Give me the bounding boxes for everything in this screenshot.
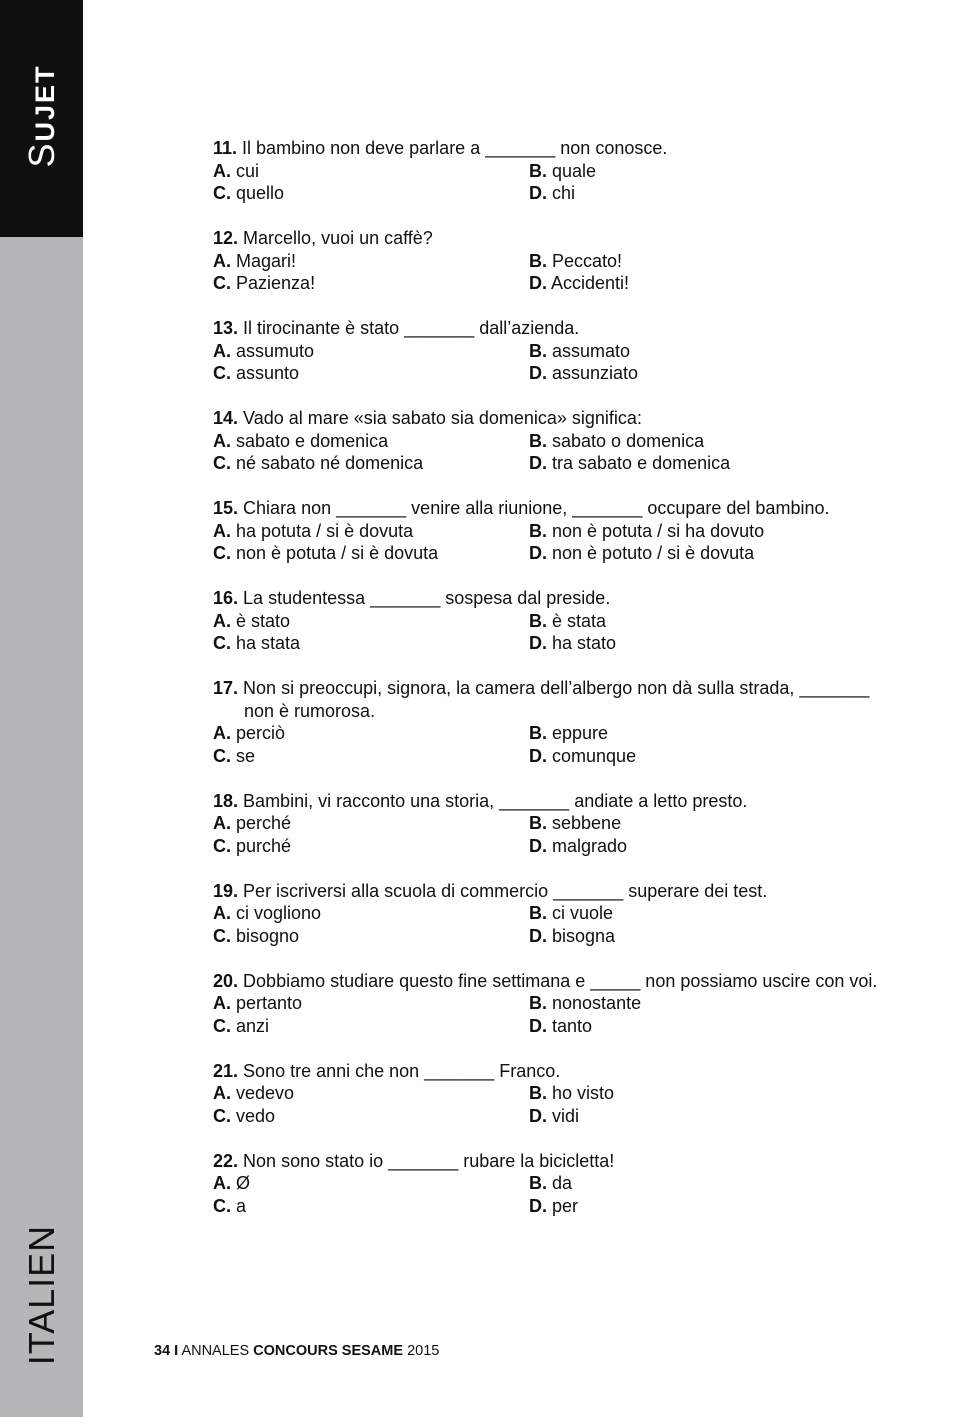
question-text: Bambini, vi racconto una storia, _______ andiate a letto presto.	[243, 790, 748, 811]
option-text: non è potuto / si è dovuta	[552, 543, 755, 563]
option-letter: C.	[213, 543, 231, 563]
option-text: vedevo	[236, 1083, 295, 1103]
option-text: comunque	[552, 745, 637, 766]
answer-options	[213, 722, 913, 767]
question-item	[213, 317, 913, 385]
question-item	[213, 1060, 913, 1128]
answer-option	[213, 340, 529, 363]
question-number: 19.	[213, 880, 239, 901]
question-item	[213, 970, 913, 1038]
option-text: se	[236, 745, 256, 766]
answer-option	[213, 520, 529, 543]
answer-option	[529, 1015, 913, 1038]
option-letter: C.	[213, 835, 231, 856]
option-text: chi	[552, 183, 576, 203]
answer-option	[529, 722, 913, 745]
question-text: Marcello, vuoi un caffè?	[243, 228, 433, 248]
option-text: pertanto	[236, 993, 303, 1013]
answer-option	[213, 610, 529, 633]
option-text: da	[552, 1173, 573, 1193]
answer-option	[213, 182, 529, 205]
option-text: purché	[236, 835, 292, 856]
answer-options	[213, 1172, 913, 1217]
option-letter: A.	[213, 430, 231, 451]
option-text: è stata	[552, 610, 607, 631]
option-text: né sabato né domenica	[236, 453, 424, 473]
answer-option	[213, 1195, 529, 1218]
option-text: vidi	[552, 1105, 580, 1126]
option-letter: A.	[213, 1173, 231, 1193]
answer-option	[213, 632, 529, 655]
option-text: quale	[552, 160, 597, 181]
answer-option	[529, 902, 913, 925]
page-footer	[154, 1343, 439, 1359]
footer-separator: I	[174, 1343, 179, 1359]
footer-year: 2015	[407, 1343, 440, 1359]
option-text: sebbene	[552, 813, 622, 833]
answer-option	[213, 160, 529, 183]
question-number: 20.	[213, 970, 239, 991]
section-label-sujet: SUJET	[21, 64, 62, 168]
question-text: Il tirocinante è stato _______ dall’azienda.	[243, 318, 580, 338]
question-text: Chiara non _______ venire alla riunione, _______ occupare del bambino.	[243, 498, 830, 518]
option-text: è stato	[236, 610, 291, 631]
option-letter: B.	[529, 610, 547, 631]
option-text: nonostante	[552, 993, 642, 1013]
footer-annales: ANNALES	[181, 1343, 250, 1359]
option-letter: B.	[529, 723, 547, 743]
option-letter: C.	[213, 1105, 231, 1126]
option-letter: D.	[529, 1195, 547, 1216]
question-number: 14.	[213, 408, 239, 428]
answer-option	[213, 452, 529, 475]
answer-option	[529, 835, 913, 858]
question-stem	[213, 407, 913, 430]
option-letter: D.	[529, 273, 547, 293]
option-text: sabato o domenica	[552, 430, 705, 451]
option-letter: C.	[213, 183, 231, 203]
answer-option	[213, 542, 529, 565]
option-letter: A.	[213, 813, 231, 833]
question-number: 16.	[213, 588, 239, 608]
answer-option	[529, 340, 913, 363]
option-letter: A.	[213, 250, 231, 271]
answer-option	[529, 812, 913, 835]
answer-option	[529, 610, 913, 633]
option-letter: D.	[529, 1105, 547, 1126]
option-text: tra sabato e domenica	[552, 453, 731, 473]
question-number: 21.	[213, 1060, 239, 1081]
question-number: 12.	[213, 228, 239, 248]
answer-option	[529, 925, 913, 948]
option-text: ci vuole	[552, 903, 614, 923]
question-list	[213, 137, 913, 1240]
answer-option	[213, 1082, 529, 1105]
question-item	[213, 407, 913, 475]
option-letter: D.	[529, 633, 547, 653]
option-letter: A.	[213, 520, 231, 541]
option-text: tanto	[552, 1015, 593, 1036]
answer-option	[529, 632, 913, 655]
option-letter: B.	[529, 250, 547, 271]
option-letter: D.	[529, 183, 547, 203]
question-stem	[213, 880, 913, 903]
question-item	[213, 880, 913, 948]
question-text: La studentessa _______ sospesa dal preside.	[243, 588, 611, 608]
option-text: ho visto	[552, 1083, 615, 1103]
answer-options	[213, 430, 913, 475]
section-label-italien: ITALIEN	[21, 1224, 62, 1366]
option-letter: C.	[213, 273, 231, 293]
option-text: bisogno	[236, 925, 300, 946]
option-text: eppure	[552, 723, 609, 743]
option-text: ci vogliono	[236, 903, 322, 923]
option-letter: B.	[529, 520, 547, 541]
answer-option	[529, 250, 913, 273]
option-text: malgrado	[552, 835, 628, 856]
question-item	[213, 1150, 913, 1218]
question-number: 15.	[213, 498, 239, 518]
answer-options	[213, 610, 913, 655]
question-stem	[213, 790, 913, 813]
option-letter: B.	[529, 1173, 547, 1193]
option-letter: B.	[529, 993, 547, 1013]
option-letter: D.	[529, 543, 547, 563]
option-letter: D.	[529, 745, 547, 766]
question-text: Non si preoccupi, signora, la camera dell’albergo non dà sulla strada, _______	[243, 678, 870, 698]
answer-option	[529, 1082, 913, 1105]
answer-option	[529, 542, 913, 565]
question-stem-continuation	[213, 700, 913, 723]
answer-option	[213, 902, 529, 925]
option-letter: C.	[213, 1195, 231, 1216]
answer-option	[213, 1015, 529, 1038]
option-text: non è potuta / si è dovuta	[236, 543, 439, 563]
answer-option	[529, 1195, 913, 1218]
option-text: Pazienza!	[236, 273, 316, 293]
option-text: Peccato!	[552, 250, 623, 271]
option-letter: B.	[529, 813, 547, 833]
option-letter: B.	[529, 430, 547, 451]
question-item	[213, 790, 913, 858]
answer-options	[213, 250, 913, 295]
option-text: sabato e domenica	[236, 430, 389, 451]
option-letter: B.	[529, 160, 547, 181]
option-letter: C.	[213, 453, 231, 473]
option-text: assunziato	[552, 363, 639, 383]
question-item	[213, 677, 913, 767]
answer-option	[529, 452, 913, 475]
question-stem	[213, 137, 913, 160]
option-text: perché	[236, 813, 292, 833]
option-letter: B.	[529, 340, 547, 361]
option-letter: C.	[213, 633, 231, 653]
answer-option	[213, 250, 529, 273]
option-text: non è potuta / si ha dovuto	[552, 520, 765, 541]
answer-option	[529, 520, 913, 543]
answer-options	[213, 1082, 913, 1127]
question-item	[213, 137, 913, 205]
question-stem	[213, 1060, 913, 1083]
option-letter: C.	[213, 925, 231, 946]
question-text: Vado al mare «sia sabato sia domenica» significa:	[243, 408, 642, 428]
option-letter: A.	[213, 903, 231, 923]
question-item	[213, 497, 913, 565]
question-number: 17.	[213, 678, 239, 698]
question-stem	[213, 317, 913, 340]
option-letter: A.	[213, 340, 231, 361]
answer-option	[213, 745, 529, 768]
option-text: ha stata	[236, 633, 301, 653]
question-item	[213, 587, 913, 655]
option-letter: C.	[213, 363, 231, 383]
option-text: ha potuta / si è dovuta	[236, 520, 414, 541]
option-letter: B.	[529, 1083, 547, 1103]
answer-options	[213, 160, 913, 205]
answer-option	[529, 160, 913, 183]
question-stem	[213, 677, 913, 700]
answer-option	[529, 362, 913, 385]
option-letter: B.	[529, 903, 547, 923]
question-number: 11.	[213, 138, 238, 158]
question-number: 22.	[213, 1150, 239, 1171]
option-text: perciò	[236, 723, 286, 743]
question-number: 18.	[213, 790, 239, 811]
option-text: assumato	[552, 340, 631, 361]
answer-option	[529, 745, 913, 768]
option-letter: A.	[213, 723, 231, 743]
question-text: non è rumorosa.	[244, 700, 376, 721]
option-text: a	[236, 1195, 247, 1216]
option-text: Ø	[236, 1173, 251, 1193]
option-letter: D.	[529, 1015, 547, 1036]
option-text: per	[552, 1195, 579, 1216]
question-stem	[213, 1150, 913, 1173]
answer-options	[213, 992, 913, 1037]
answer-options	[213, 340, 913, 385]
answer-option	[529, 992, 913, 1015]
answer-option	[529, 1105, 913, 1128]
answer-option	[529, 430, 913, 453]
option-letter: C.	[213, 745, 231, 766]
answer-option	[213, 272, 529, 295]
option-letter: D.	[529, 453, 547, 473]
answer-option	[529, 182, 913, 205]
question-stem	[213, 587, 913, 610]
question-item	[213, 227, 913, 295]
question-number: 13.	[213, 318, 239, 338]
option-text: vedo	[236, 1105, 276, 1126]
option-letter: A.	[213, 610, 231, 631]
answer-option	[213, 835, 529, 858]
option-text: Magari!	[236, 250, 297, 271]
option-letter: D.	[529, 925, 547, 946]
answer-option	[213, 925, 529, 948]
answer-option	[529, 272, 913, 295]
question-text: Il bambino non deve parlare a _______ non conosce.	[242, 138, 668, 158]
answer-option	[213, 992, 529, 1015]
answer-options	[213, 520, 913, 565]
question-stem	[213, 497, 913, 520]
answer-option	[213, 430, 529, 453]
question-text: Per iscriversi alla scuola di commercio _______ superare dei test.	[243, 880, 768, 901]
option-letter: D.	[529, 835, 547, 856]
option-letter: D.	[529, 363, 547, 383]
option-letter: A.	[213, 993, 231, 1013]
page-number: 34	[154, 1343, 171, 1359]
answer-option	[213, 722, 529, 745]
option-text: assumuto	[236, 340, 315, 361]
option-text: Accidenti!	[551, 273, 630, 293]
option-text: ha stato	[552, 633, 617, 653]
option-letter: C.	[213, 1015, 231, 1036]
answer-option	[213, 812, 529, 835]
footer-concours: CONCOURS SESAME	[253, 1343, 404, 1359]
question-stem	[213, 227, 913, 250]
option-letter: A.	[213, 160, 231, 181]
option-text: anzi	[236, 1015, 270, 1036]
answer-option	[213, 1172, 529, 1195]
question-text: Sono tre anni che non _______ Franco.	[243, 1060, 561, 1081]
answer-options	[213, 902, 913, 947]
answer-options	[213, 812, 913, 857]
question-stem	[213, 970, 913, 993]
option-text: assunto	[236, 363, 300, 383]
option-text: bisogna	[552, 925, 616, 946]
answer-option	[529, 1172, 913, 1195]
question-text: Non sono stato io _______ rubare la bicicletta!	[243, 1150, 615, 1171]
option-text: cui	[236, 160, 260, 181]
answer-option	[213, 1105, 529, 1128]
question-text: Dobbiamo studiare questo fine settimana e _____ non possiamo uscire con voi.	[243, 970, 878, 991]
option-letter: A.	[213, 1083, 231, 1103]
option-text: quello	[236, 183, 285, 203]
answer-option	[213, 362, 529, 385]
